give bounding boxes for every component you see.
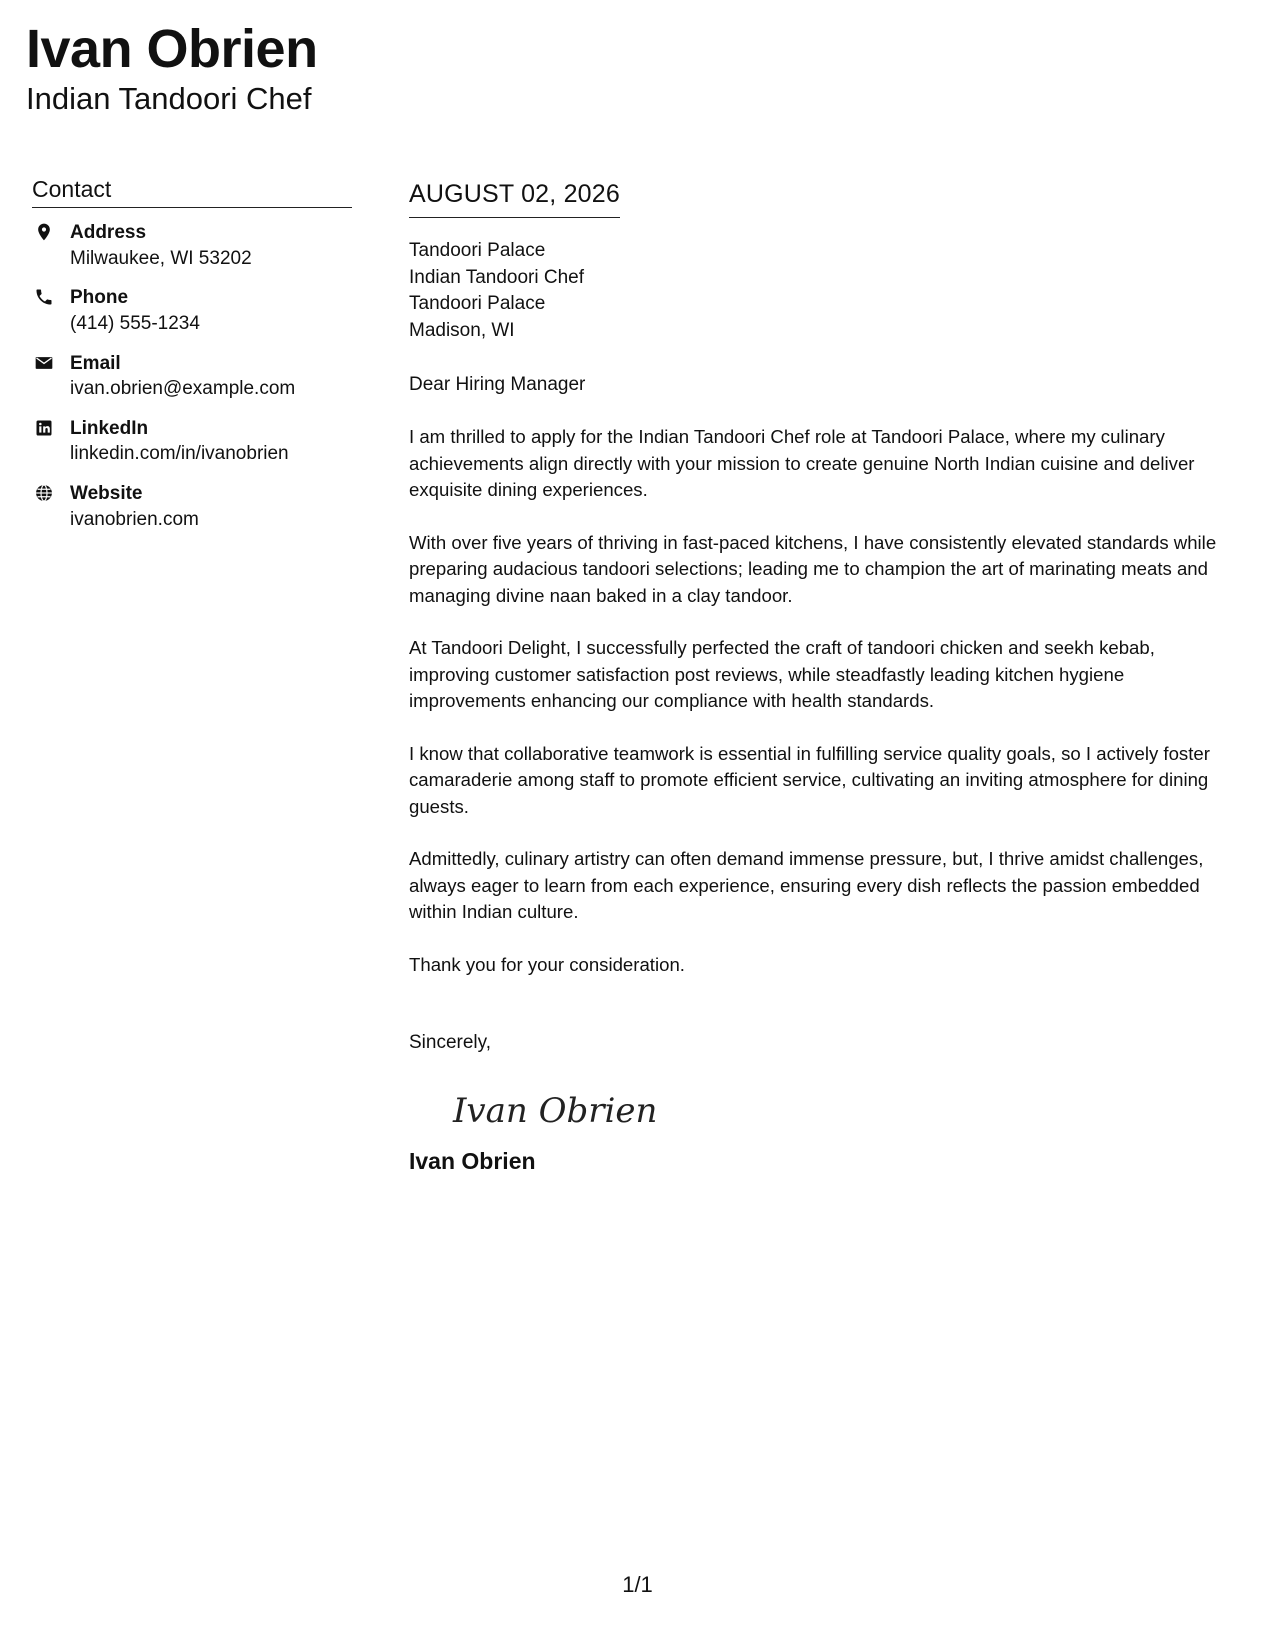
envelope-icon [32,351,56,375]
body-paragraph: Thank you for your consideration. [409,953,685,975]
body-paragraph: I am thrilled to apply for the Indian Tandoori Chef role at Tandoori Palace, where my culinary achievements align directly with your mission to create genuine North Indian cuisine and deliver exquisite dining experiences. [409,426,1195,500]
contact-heading: Contact [32,176,352,208]
contact-label: Website [70,483,143,505]
recipient-block [409,238,1234,344]
phone-icon [32,285,56,309]
contact-phone [32,285,352,336]
contact-value: ivanobrien.com [70,508,199,530]
contact-linkedin [32,416,352,467]
handwritten-signature [449,1086,1234,1134]
contact-label: Address [70,222,147,243]
recipient-line: Tandoori Palace [409,293,546,314]
letter-date: AUGUST 02, 2026 [409,180,620,218]
map-pin-icon [32,220,56,244]
candidate-name: Ivan Obrien [26,19,318,79]
recipient-line: Indian Tandoori Chef [409,266,584,288]
contact-value: Milwaukee, WI 53202 [70,247,252,269]
candidate-title: Indian Tandoori Chef [26,81,312,116]
letter-body [409,180,1234,1175]
contact-value: linkedin.com/in/ivanobrien [70,443,289,465]
body-paragraph: With over five years of thriving in fast-paced kitchens, I have consistently elevated standards while preparing audacious tandoori selections; leading me to champion the art of marinating meats and managing divine naan baked in a clay tandoor. [409,531,1217,606]
signer-name: Ivan Obrien [409,1148,536,1174]
contact-sidebar [32,176,352,546]
linkedin-icon [32,416,56,440]
contact-email [32,351,352,402]
salutation: Dear Hiring Manager [409,374,586,395]
page-number: 1/1 [622,1572,653,1597]
contact-website [32,481,352,532]
globe-icon [32,481,56,505]
contact-label: Phone [70,287,129,309]
contact-label: LinkedIn [70,417,149,439]
body-paragraph: I know that collaborative teamwork is essential in fulfilling service quality goals, so I actively foster camaraderie among staff to promote efficient service, cultivating an inviting atmosphere for dining guests. [409,742,1210,817]
contact-address [32,220,352,271]
closing: Sincerely, [409,1032,492,1053]
signature-text: Ivan Obrien [453,1091,658,1131]
contact-label: Email [70,352,121,374]
contact-value: (414) 555-1234 [70,312,200,334]
recipient-line: Tandoori Palace [409,240,546,261]
contact-value: ivan.obrien@example.com [70,378,296,400]
body-paragraph: At Tandoori Delight, I successfully perfected the craft of tandoori chicken and seekh kebab, improving customer satisfaction post reviews, while steadfastly leading kitchen hygiene improvements enhancing our compliance with health standards. [409,637,1155,711]
recipient-line: Madison, WI [409,319,515,341]
body-paragraph: Admittedly, culinary artistry can often demand immense pressure, but, I thrive amidst challenges, always eager to learn from each experience, ensuring every dish reflects the passion embedded within Indian culture. [409,848,1204,922]
